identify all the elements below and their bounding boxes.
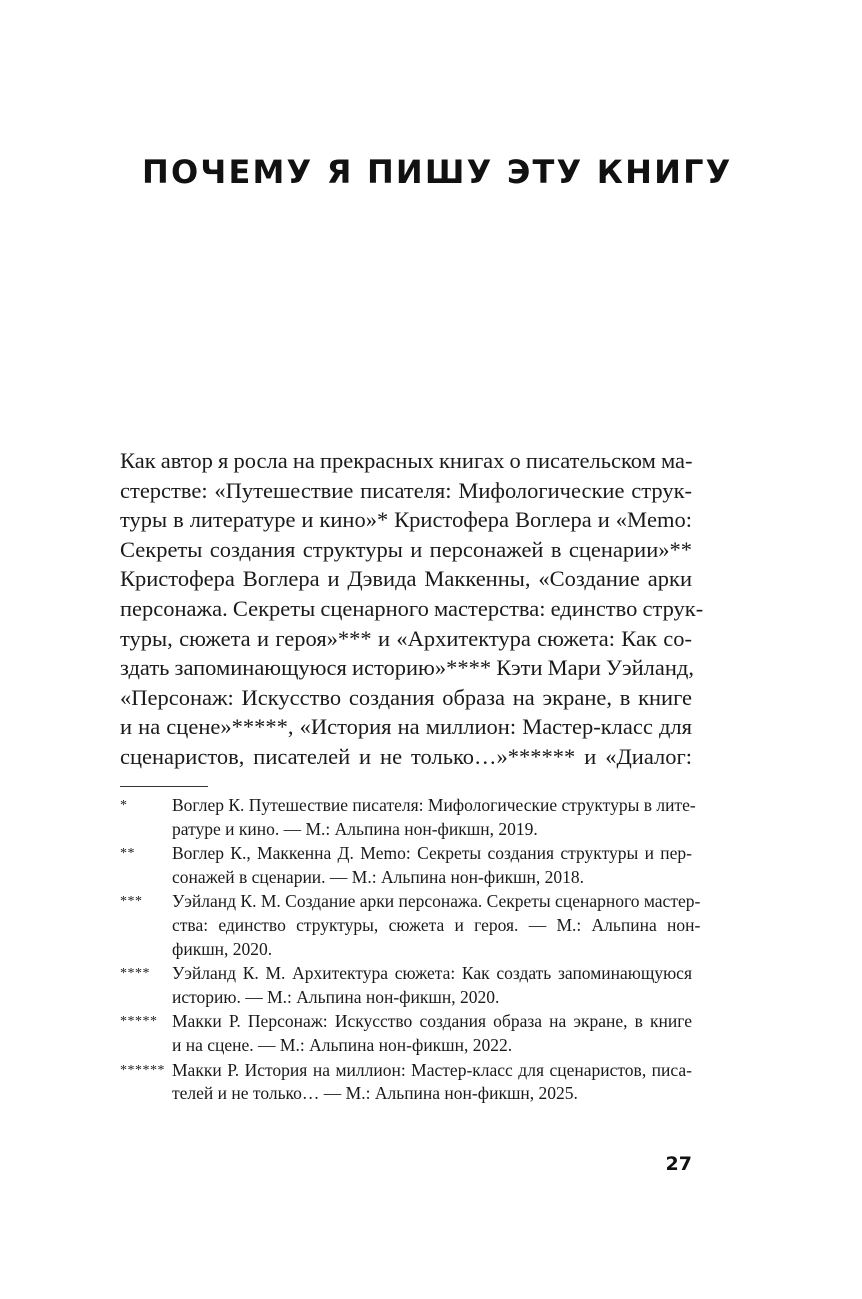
footnote-6 [120,1059,692,1106]
body-line: и на сцене»*****, «История на миллион: Мастер-класс для [120,714,692,740]
footnote-line: и на сцене. — М.: Альпина нон-фикшн, 2022. [172,1034,513,1055]
footnote-3 [120,890,701,961]
body-line: персонажа. Секреты сценарного мастерства: единство струк- [120,595,704,621]
footnote-line: Макки Р. Персонаж: Искусство создания образа на экране, в книге [172,1011,692,1032]
footnotes-section [120,794,701,1107]
footnote-text [172,962,692,1009]
footnote-5 [120,1010,692,1057]
body-line: Кристофера Воглера и Дэвида Маккенны, «Создание арки [120,566,692,592]
body-paragraph [120,446,704,772]
body-line: стерстве: «Путешествие писателя: Мифологические струк- [120,477,692,503]
footnote-line: ратуре и кино. — М.: Альпина нон-фикшн, 2019. [172,818,538,839]
body-line: Как автор я росла на прекрасных книгах о писательском ма- [120,448,693,473]
footnote-marker: * [120,798,128,813]
body-line: здать запоминающуюся историю»**** Кэти Мари Уэйланд, [120,655,694,681]
footnote-marker: *** [120,894,143,910]
body-line: Секреты создания структуры и персонажей в сценарии»** [120,536,692,562]
footnote-marker: **** [120,966,150,982]
body-line: «Персонаж: Искусство создания образа на экране, в книге [120,684,692,710]
footnote-marker: ****** [120,1062,165,1078]
footnote-line: историю. — М.: Альпина нон-фикшн, 2020. [172,986,500,1007]
footnote-line: Воглер К. Путешествие писателя: Мифологические структуры в лите- [172,795,696,815]
footnote-line: Уэйланд К. М. Создание арки персонажа. Секреты сценарного мастер- [172,891,701,912]
footnote-4 [120,962,692,1009]
body-line: туры, сюжета и героя»*** и «Архитектура сюжета: Как со- [120,625,692,651]
footnote-text [172,842,692,889]
footnote-line: телей и не только… — М.: Альпина нон-фикшн, 2025. [172,1083,578,1104]
footnote-text [172,1059,692,1106]
body-line: туры в литературе и кино»* Кристофера Воглера и «Memo: [120,507,692,533]
footnote-line: сонажей в сценарии. — М.: Альпина нон-фикшн, 2018. [172,866,585,887]
footnote-text [172,794,696,841]
footnote-line: ства: единство структуры, сюжета и героя. — М.: Альпина нон- [172,914,701,935]
footnote-line: фикшн, 2020. [172,938,273,959]
chapter-title: ПОЧЕМУ Я ПИШУ ЭТУ КНИГУ [142,153,733,191]
page-number: 27 [665,1153,692,1175]
footnote-1 [120,794,696,841]
body-line: сценаристов, писателей и не только…»****** и «Диалог: [120,743,692,769]
footnote-line: Уэйланд К. М. Архитектура сюжета: Как создать запоминающуюся [172,963,692,984]
footnote-line: Макки Р. История на миллион: Мастер-класс для сценаристов, писа- [172,1059,692,1080]
footnote-marker: ***** [120,1014,158,1030]
footnote-2 [120,842,692,889]
footnote-marker: ** [120,846,135,862]
footnote-text [172,890,700,961]
footnote-line: Воглер К., Маккенна Д. Memo: Секреты создания структуры и пер- [172,843,692,864]
footnote-divider [120,786,208,787]
footnote-text [172,1010,692,1057]
